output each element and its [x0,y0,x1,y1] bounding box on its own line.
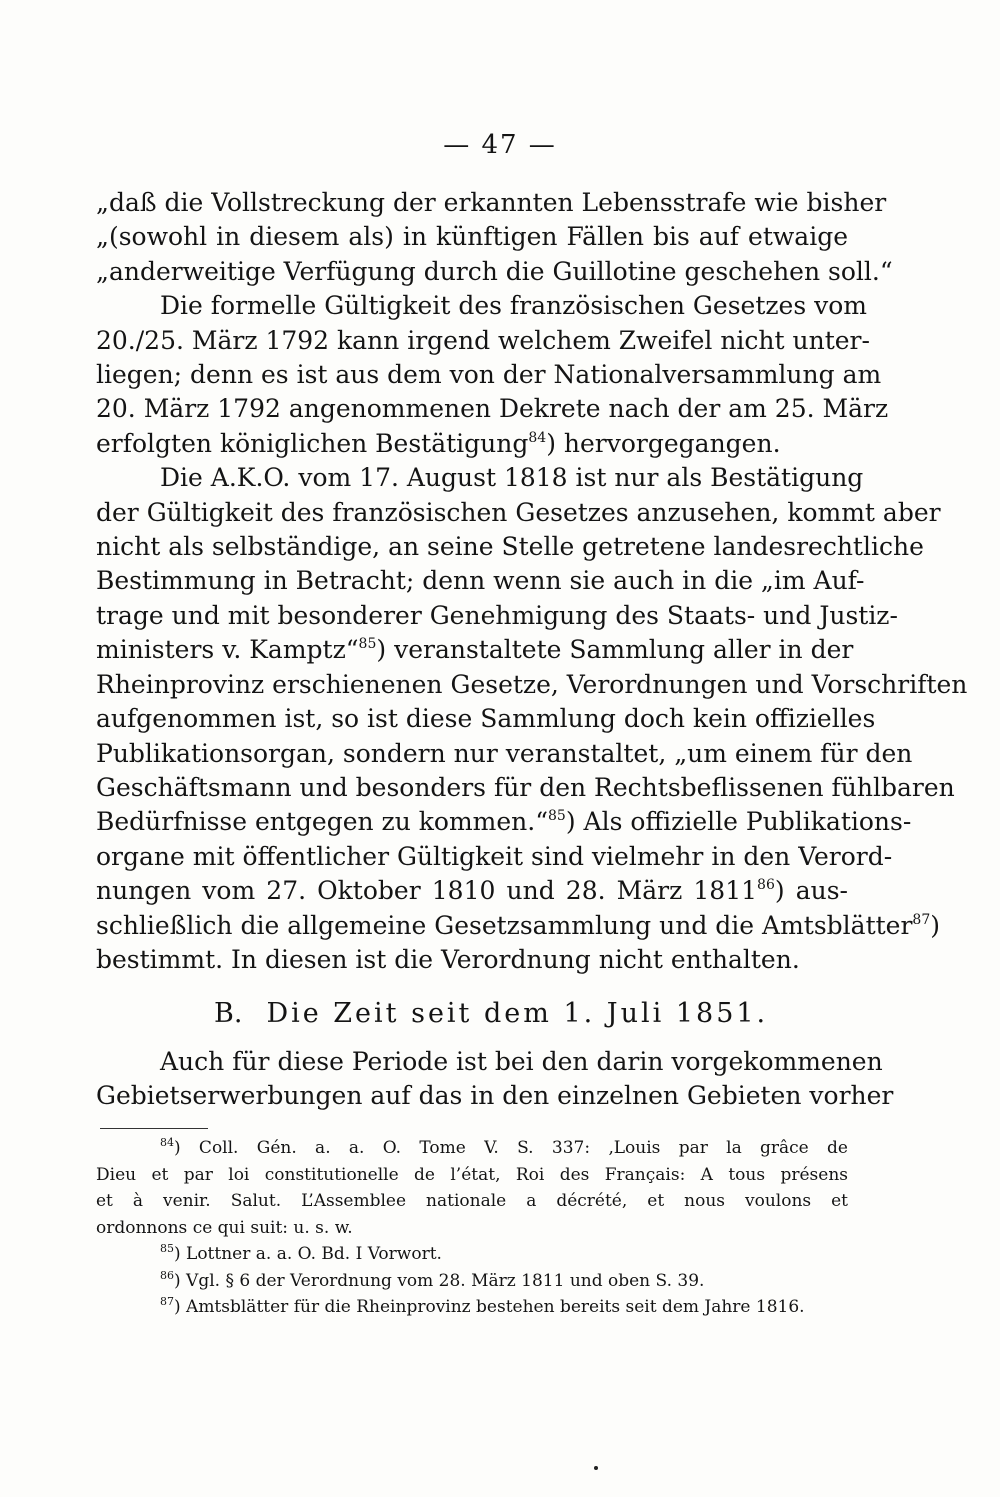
main-text [96,186,968,977]
text-fragment: ) Vgl. § 6 der Verordnung vom 28. März 1811 und oben S. 39. [174,1270,705,1291]
footnote-86 [96,1268,848,1295]
text-line: „anderweitige Verfügung durch die Guillotine geschehen soll.“ [96,256,893,286]
text-line: 20. März 1792 angenommenen Dekrete nach der am 25. März [96,394,889,424]
footnote-ref-85[interactable]: 85 [548,808,566,825]
footnote-number: 87 [160,1295,174,1308]
footnotes [96,1135,848,1321]
text-fragment: ) Amtsblätter für die Rheinprovinz bestehen bereits seit dem Jahre 1816. [174,1297,805,1317]
text-line: Die A.K.O. vom 17. August 1818 ist nur als Bestätigung [160,463,864,493]
paragraph-validity [96,289,889,461]
text-line [96,805,912,839]
text-fragment: ministers v. Kamptz“ [96,635,359,665]
footnote-ref-87[interactable]: 87 [912,911,931,928]
text-line: bestimmt. In diesen ist die Verordnung nicht enthalten. [96,944,800,974]
text-line: Rheinprovinz erschienenen Gesetze, Verordnungen und Vorschriften [96,669,968,699]
text-line: organe mit öffentlicher Gültigkeit sind vielmehr in den Verord- [96,841,893,871]
page-number: — 47 — [443,130,557,160]
text-fragment: ) [930,910,940,940]
text-line: der Gültigkeit des französischen Gesetzes anzusehen, kommt aber [96,497,941,527]
text-line: et à venir. Salut. L’Assemblee nationale a décrété, et nous voulons et [96,1191,848,1211]
footnote-85 [96,1241,848,1268]
text-line [96,633,854,667]
text-line [96,909,940,943]
footnote-number: 84 [160,1136,174,1149]
text-line: Geschäftsmann und besonders für den Rechtsbeflissenen fühlbaren [96,772,955,802]
text-line: „(sowohl in diesem als) in künftigen Fällen bis auf etwaige [96,222,848,252]
text-line [96,1135,848,1162]
text-fragment: erfolgten königlichen Bestätigung [96,428,529,458]
text-fragment: ) Lottner a. a. O. Bd. I Vorwort. [174,1244,442,1264]
text-line: 20./25. März 1792 kann irgend welchem Zweifel nicht unter- [96,325,870,355]
text-fragment: Bedürfnisse entgegen zu kommen.“ [96,807,549,837]
ink-speck [594,1466,598,1470]
text-line: Dieu et par loi constitutionelle de l’état, Roi des Français: A tous présens [96,1164,848,1185]
text-fragment: ) veranstaltete Sammlung aller in der [376,635,854,665]
text-fragment: ) hervorgegangen. [546,428,781,458]
footnote-divider [100,1128,208,1129]
text-line [96,1294,848,1321]
text-line: nicht als selbständige, an seine Stelle getretene landesrechtliche [96,532,924,562]
footnote-87 [96,1294,848,1321]
footnote-ref-86[interactable]: 86 [757,877,775,894]
footnote-ref-85[interactable]: 85 [358,636,377,653]
text-line: „daß die Vollstreckung der erkannten Lebensstrafe wie bisher [96,188,887,217]
text-line [96,1268,848,1295]
paragraph-ako [96,461,968,977]
text-line [96,1241,848,1268]
text-line: Die formelle Gültigkeit des französischen Gesetzes vom [160,291,867,321]
footnote-number: 86 [160,1268,174,1282]
quote-paragraph [96,186,893,289]
section-title: Die Zeit seit dem 1. Juli 1851. [266,998,769,1029]
text-line: Bestimmung in Betracht; denn wenn sie auch in die „im Auf- [96,566,865,596]
text-fragment: ) aus- [774,876,849,906]
text-line: aufgenommen ist, so ist diese Sammlung doch kein offizielles [96,704,876,734]
text-line: trage und mit besonderer Genehmigung des Staats- und Justiz- [96,600,898,630]
text-line: liegen; denn es ist aus dem von der Nationalversammlung am [96,360,882,390]
text-line: ordonnons ce qui suit: u. s. w. [96,1217,353,1238]
footnote-ref-84[interactable]: 84 [528,429,547,446]
text-line [96,874,848,908]
text-line [96,427,848,461]
text-line: Publikationsorgan, sondern nur veranstaltet, „um einem für den [96,738,913,768]
section-letter: B. [214,998,243,1029]
text-fragment: nungen vom 27. Oktober 1810 und 28. März 1811 [96,876,758,906]
section-text [96,1045,894,1114]
footnote-84 [96,1135,848,1241]
text-line: Gebietserwerbungen auf das in den einzelnen Gebieten vorher [96,1081,894,1111]
text-fragment: ) Als offizielle Publikations- [565,807,912,837]
text-line: Auch für diese Periode ist bei den darin vorgekommenen [160,1047,883,1076]
section-heading [214,998,854,1029]
text-fragment: ) Coll. Gén. a. a. O. Tome V. S. 337: ‚Louis par la grâce de [174,1138,848,1158]
text-fragment: schließlich die allgemeine Gesetzsammlung und die Amtsblätter [96,910,913,940]
footnote-number: 85 [160,1242,174,1255]
